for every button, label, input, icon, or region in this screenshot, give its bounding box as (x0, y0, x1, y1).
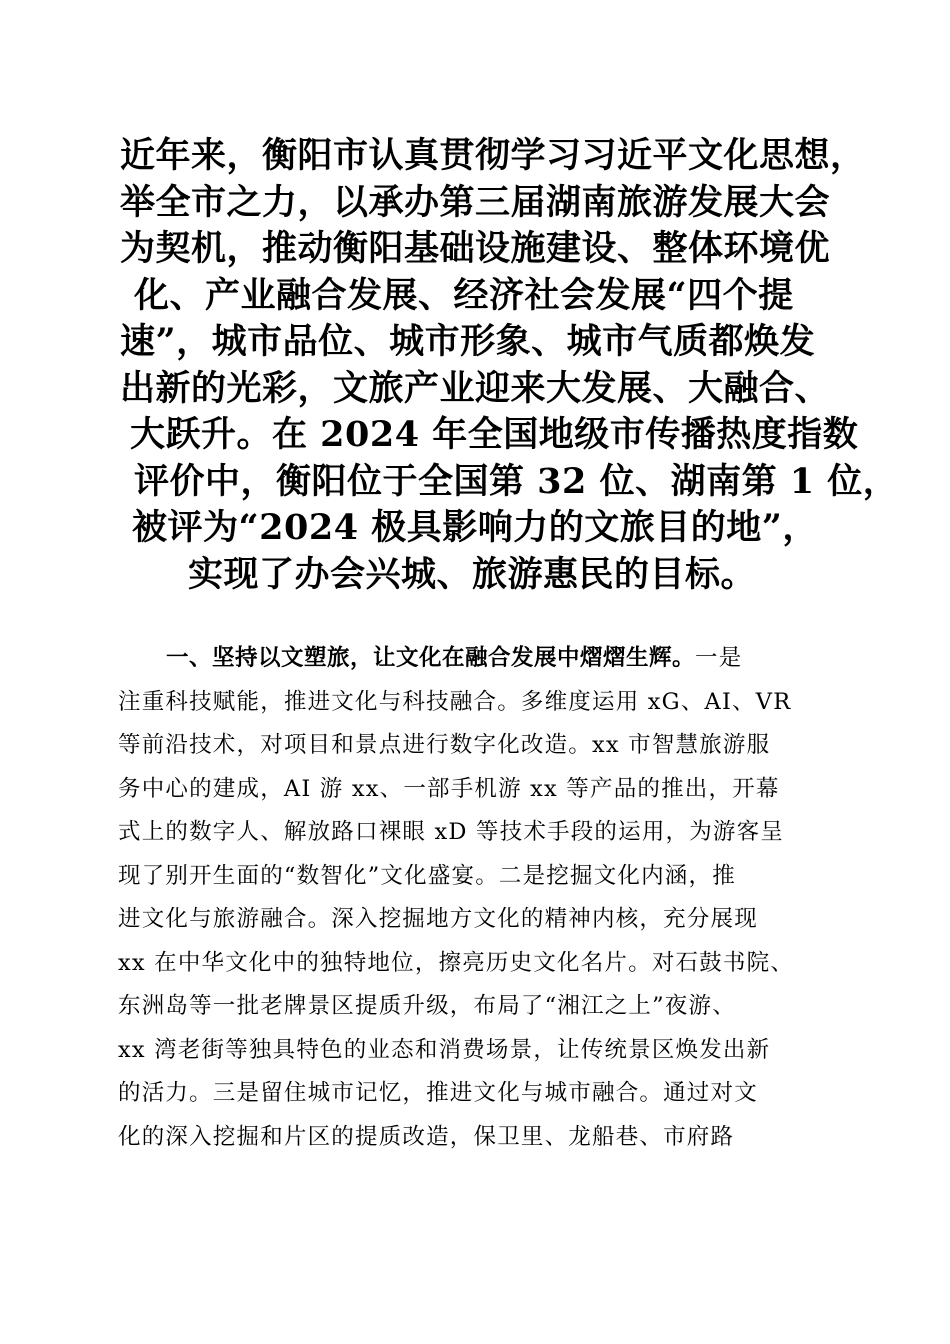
title-line: 举全市之力，以承办第三届湖南旅游发展大会 (120, 181, 831, 223)
body-paragraph (118, 637, 830, 1159)
body-line: 化的深入挖掘和片区的提质改造，保卫里、龙船巷、市府路 (118, 1123, 735, 1150)
title-line: 化、产业融合发展、经济社会发展“四个提 (134, 274, 794, 316)
body-line: 的活力。三是留住城市记忆，推进文化与城市融合。通过对文 (118, 1080, 758, 1106)
body-line: 务中心的建成，AI 游 xx、一部手机游 xx 等产品的推出，开幕 (118, 775, 780, 802)
title-line: 大跃升。在 2024 年全国地级市传播热度指数 (130, 414, 859, 455)
body-line: xx 在中华文化中的独特地位，擦亮历史文化名片。对石鼓书院、 (118, 949, 795, 976)
title-line: 被评为“2024 极具影响力的文旅目的地”， (132, 507, 818, 548)
document-title (110, 133, 899, 598)
body-line: 现了别开生面的“数智化”文化盛宴。二是挖掘文化内涵，推 (118, 862, 736, 889)
body-line: xx 湾老街等独具特色的业态和消费场景，让传统景区焕发出新 (118, 1036, 771, 1063)
title-line: 速”，城市品位、城市形象、城市气质都焕发 (120, 321, 816, 362)
title-line: 出新的光彩，文旅产业迎来大发展、大融合、 (120, 367, 831, 409)
title-line: 为契机，推动衡阳基础设施建设、整体环境优 (120, 228, 831, 269)
body-line: 东洲岛等一批老牌景区提质升级，布局了“湘江之上”夜游、 (118, 993, 736, 1019)
section-heading: 一、坚持以文塑旅，让文化在融合发展中熠熠生辉。 (166, 645, 696, 671)
title-line: 近年来，衡阳市认真贯彻学习习近平文化思想， (120, 135, 866, 176)
body-line: 等前沿技术，对项目和景点进行数字化改造。xx 市智慧旅游服 (118, 732, 771, 758)
title-line: 实现了办会兴城、旅游惠民的目标。 (188, 553, 757, 595)
body-line: 进文化与旅游融合。深入挖掘地方文化的精神内核，充分展现 (118, 906, 758, 932)
first-line-rest: 一是 (695, 645, 743, 671)
paragraph-first-line (118, 637, 830, 681)
body-line: 式上的数字人、解放路口裸眼 xD 等技术手段的运用，为游客呈 (118, 819, 785, 845)
body-line: 注重科技赋能，推进文化与科技融合。多维度运用 xG、AI、VR (118, 688, 792, 715)
title-line: 评价中，衡阳位于全国第 32 位、湖南第 1 位， (134, 460, 899, 502)
